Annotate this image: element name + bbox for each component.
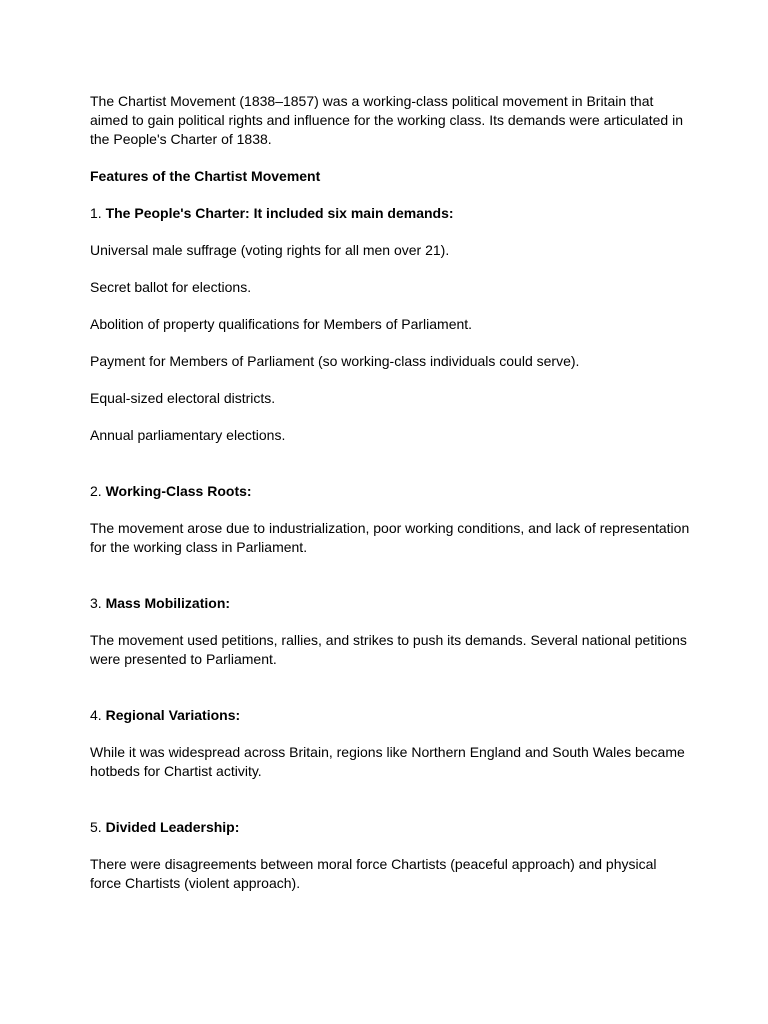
feature-heading-5 bbox=[90, 818, 690, 837]
demand-item: Equal-sized electoral districts. bbox=[90, 390, 276, 406]
feature-description: The movement used petitions, rallies, and strikes to push its demands. Several national petitions were presented to Parliament. bbox=[90, 632, 687, 667]
feature-title: The People's Charter: It included six main demands: bbox=[105, 205, 454, 221]
demand-item: Annual parliamentary elections. bbox=[90, 427, 286, 443]
feature-title: Regional Variations: bbox=[105, 707, 241, 723]
section-heading: Features of the Chartist Movement bbox=[90, 168, 321, 184]
feature-description: While it was widespread across Britain, regions like Northern England and South Wales became hotbeds for Chartist activity. bbox=[90, 744, 685, 779]
feature-number: 3. bbox=[90, 595, 106, 611]
demand-item: Payment for Members of Parliament (so working-class individuals could serve). bbox=[90, 353, 580, 369]
feature-number: 4. bbox=[90, 707, 106, 723]
feature-number: 1. bbox=[90, 205, 106, 221]
demand-item: Abolition of property qualifications for Members of Parliament. bbox=[90, 316, 473, 332]
feature-description: There were disagreements between moral force Chartists (peaceful approach) and physical force Chartists (violent approach). bbox=[90, 856, 657, 891]
feature-heading-3 bbox=[90, 594, 690, 613]
feature-description: The movement arose due to industrialization, poor working conditions, and lack of representation for the working class in Parliament. bbox=[90, 520, 690, 555]
feature-title: Working-Class Roots: bbox=[105, 483, 252, 499]
feature-heading-1 bbox=[90, 204, 690, 223]
demand-item: Universal male suffrage (voting rights for all men over 21). bbox=[90, 242, 450, 258]
demand-item: Secret ballot for elections. bbox=[90, 279, 252, 295]
feature-heading-2 bbox=[90, 482, 690, 501]
feature-heading-4 bbox=[90, 706, 690, 725]
document-page bbox=[90, 92, 690, 893]
feature-title: Mass Mobilization: bbox=[105, 595, 231, 611]
intro-paragraph: The Chartist Movement (1838–1857) was a working-class political movement in Britain that aimed to gain political rights and influence for the working class. Its demands were articulated in the People's Charter of 1838. bbox=[90, 93, 683, 147]
feature-number: 5. bbox=[90, 819, 106, 835]
feature-title: Divided Leadership: bbox=[105, 819, 240, 835]
feature-number: 2. bbox=[90, 483, 106, 499]
